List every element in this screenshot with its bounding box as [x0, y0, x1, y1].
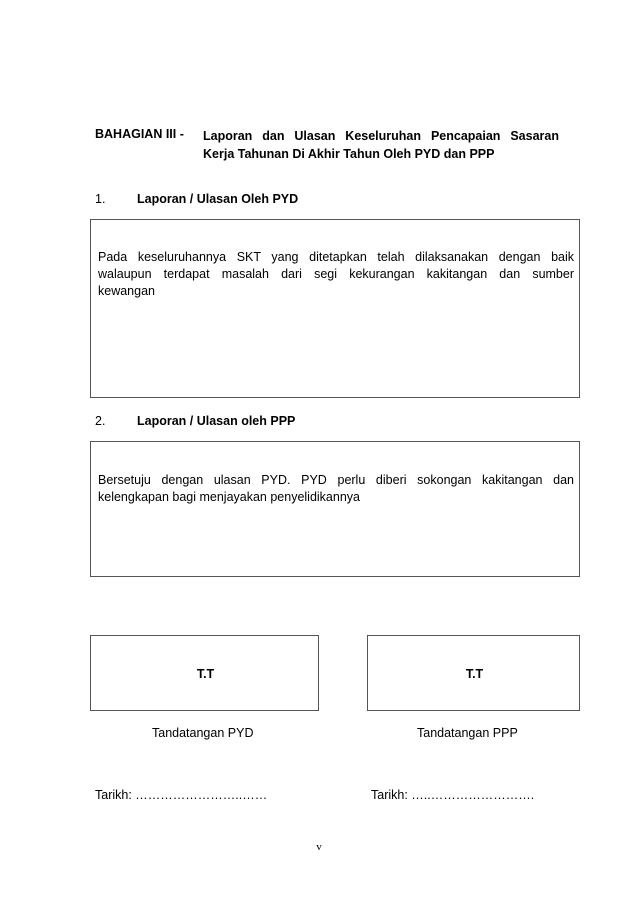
section-2-number: 2. — [95, 414, 106, 428]
section-1-title: Laporan / Ulasan Oleh PYD — [137, 192, 299, 206]
page-number: v — [316, 841, 322, 853]
pyd-signature-box — [90, 635, 319, 711]
ppp-signature-box — [367, 635, 580, 711]
ppp-date: Tarikh: …..……………………. — [371, 788, 535, 802]
pyd-signature-label: Tandatangan PYD — [152, 726, 254, 740]
ppp-signature-label: Tandatangan PPP — [417, 726, 518, 740]
section-label: BAHAGIAN III - — [95, 127, 184, 141]
heading-line-1: Laporan dan Ulasan Keseluruhan Pencapaian Sasaran — [203, 129, 559, 143]
pyd-comment-line: Pada keseluruhannya SKT yang ditetapkan telah dilaksanakan dengan baik — [98, 250, 574, 264]
pyd-date: Tarikh: ……………………..…… — [95, 788, 268, 802]
pyd-comment-line: walaupun terdapat masalah dari segi kekurangan kakitangan dan sumber — [98, 267, 574, 281]
section-1-number: 1. — [95, 192, 106, 206]
section-2-title: Laporan / Ulasan oleh PPP — [137, 414, 296, 428]
pyd-signature-mark: T.T — [196, 667, 215, 681]
ppp-comment-box — [90, 441, 580, 577]
heading-line-2: Kerja Tahunan Di Akhir Tahun Oleh PYD dan PPP — [203, 147, 495, 161]
pyd-comment-text — [98, 249, 574, 300]
section-heading — [203, 127, 559, 163]
pyd-comment-line: kewangan — [98, 284, 155, 298]
ppp-comment-line: kelengkapan bagi menjayakan penyelidikannya — [98, 490, 360, 504]
ppp-comment-text — [98, 472, 574, 506]
ppp-comment-line: Bersetuju dengan ulasan PYD. PYD perlu diberi sokongan kakitangan dan — [98, 473, 574, 487]
ppp-signature-mark: T.T — [465, 667, 484, 681]
pyd-comment-box — [90, 219, 580, 398]
